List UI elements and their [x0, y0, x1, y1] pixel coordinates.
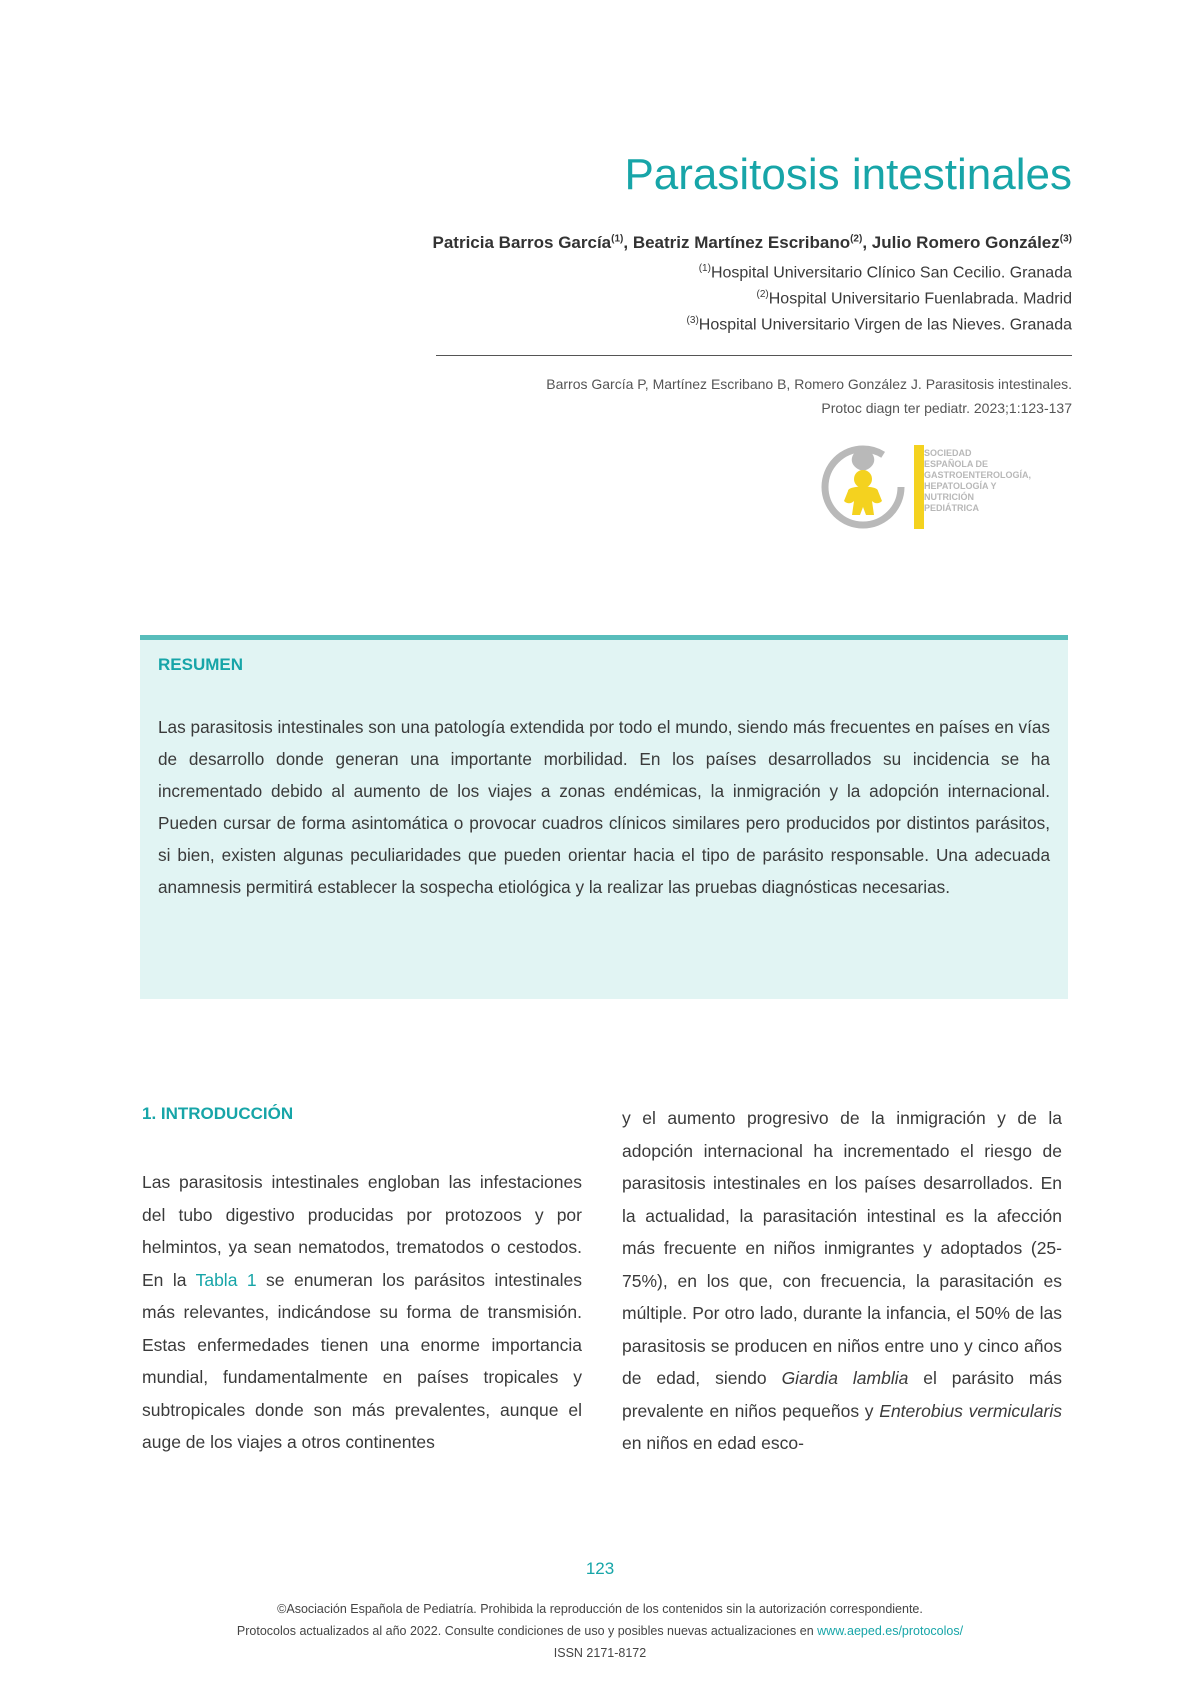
section-title: 1. INTRODUCCIÓN: [142, 1104, 294, 1123]
page-number: 123: [585, 1559, 615, 1578]
paragraph: [142, 1166, 582, 1459]
logo-line: ESPAÑOLA DE: [924, 459, 989, 469]
abstract-box: [140, 635, 1068, 999]
species-name: Enterobius vermicularis: [879, 1400, 1062, 1421]
affiliation: [757, 289, 1072, 308]
affiliation-ref: (1): [698, 263, 711, 274]
affiliation: [699, 263, 1072, 282]
footer-update: [0, 1624, 1200, 1638]
logo-line: PEDIÁTRICA: [924, 503, 980, 513]
affiliation: [687, 315, 1072, 334]
affiliation-text: Hospital Universitario Virgen de las Nieves. Granada: [698, 316, 1072, 334]
logo-line: GASTROENTEROLOGÍA,: [924, 470, 1032, 480]
author-ref: (1): [611, 233, 624, 245]
paragraph: [622, 1102, 1062, 1460]
citation: [546, 372, 1072, 420]
affiliation-text: Hospital Universitario Clínico San Cecilio. Granada: [710, 264, 1072, 282]
paragraph-text: se enumeran los parásitos intestinales más relevantes, indicándose su forma de transmisión. Estas enfermedades tienen una enorme importancia mundial, fundamentalmente en países tropicales y subtropicales donde son más prevalentes, aunque el auge de los viajes a otros continentes: [142, 1269, 583, 1452]
author-separator: ,: [623, 233, 633, 252]
footer-text: Protocolos actualizados al año 2022. Consulte condiciones de uso y posibles nuevas actualizaciones en: [236, 1624, 818, 1638]
paragraph-text: en niños en edad esco-: [622, 1433, 804, 1453]
logo-emblem-icon: [825, 447, 901, 525]
footer-url-link[interactable]: www.aeped.es/protocolos/: [817, 1624, 964, 1638]
header-divider: [436, 355, 1072, 356]
citation-line: Protoc diagn ter pediatr. 2023;1:123-137: [821, 400, 1072, 416]
author-name: Beatriz Martínez Escribano: [632, 233, 851, 252]
footer-issn: ISSN 2171-8172: [553, 1646, 647, 1660]
affiliation-text: Hospital Universitario Fuenlabrada. Madrid: [768, 290, 1072, 308]
paragraph-text: Las parasitosis intestinales engloban las infestaciones del tubo digestivo producidas por protozoos y por helmintos, ya sean nematodos, trematodos o cestodos. En la: [142, 1172, 582, 1290]
author-list: [433, 233, 1072, 253]
abstract-text: Las parasitosis intestinales son una patología extendida por todo el mundo, siendo más frecuentes en países en vías de desarrollo donde generan una importante morbilidad. En los países desarrollados su incidencia se ha incrementado debido al aumento de los viajes a zonas endémicas, la inmigración y la adopción internacional. Pueden cursar de forma asintomática o provocar cuadros clínicos similares pero producidos por distintos parásitos, si bien, existen algunas peculiaridades que pueden orientar hacia el tipo de parásito responsable. Una adecuada anamnesis permitirá establecer la sospecha etiológica y la realizar las pruebas diagnósticas necesarias.: [158, 717, 1050, 897]
logo-line: HEPATOLOGÍA Y: [924, 481, 997, 491]
footer-copyright: ©Asociación Española de Pediatría. Prohibida la reproducción de los contenidos sin la autorización correspondiente.: [277, 1602, 923, 1616]
logo-text: [924, 448, 1031, 514]
logo-line: SOCIEDAD: [924, 448, 972, 458]
affiliation-ref: (3): [686, 315, 699, 326]
author-ref: (2): [850, 233, 863, 245]
author-separator: ,: [862, 233, 872, 252]
logo-line: NUTRICIÓN: [924, 492, 974, 502]
abstract-title: RESUMEN: [158, 655, 244, 674]
author-name: Patricia Barros García: [432, 233, 612, 252]
author-ref: (3): [1059, 233, 1072, 245]
table-link[interactable]: Tabla 1: [195, 1269, 257, 1290]
column-right: [622, 1102, 1062, 1460]
column-left: [142, 1166, 582, 1459]
author-name: Julio Romero González: [871, 233, 1060, 252]
logo-bar-icon: [914, 445, 924, 529]
document-title: Parasitosis intestinales: [624, 150, 1072, 199]
paragraph-text: el parásito más prevalente en niños pequeños y: [622, 1368, 1062, 1421]
species-name: Giardia lamblia: [781, 1368, 909, 1388]
affiliation-ref: (2): [756, 289, 769, 300]
citation-line: Barros García P, Martínez Escribano B, Romero González J. Parasitosis intestinales.: [546, 376, 1072, 392]
paragraph-text: y el aumento progresivo de la inmigración y de la adopción internacional ha incrementado el riesgo de parasitosis intestinales en los países desarrollados. En la actualidad, la parasitación intestinal es la afección más frecuente en niños inmigrantes y adoptados (25-75%), en los que, con frecuencia, la parasitación es múltiple. Por otro lado, durante la infancia, el 50% de las parasitosis se producen en niños entre uno y cinco años de edad, siendo: [622, 1108, 1062, 1388]
